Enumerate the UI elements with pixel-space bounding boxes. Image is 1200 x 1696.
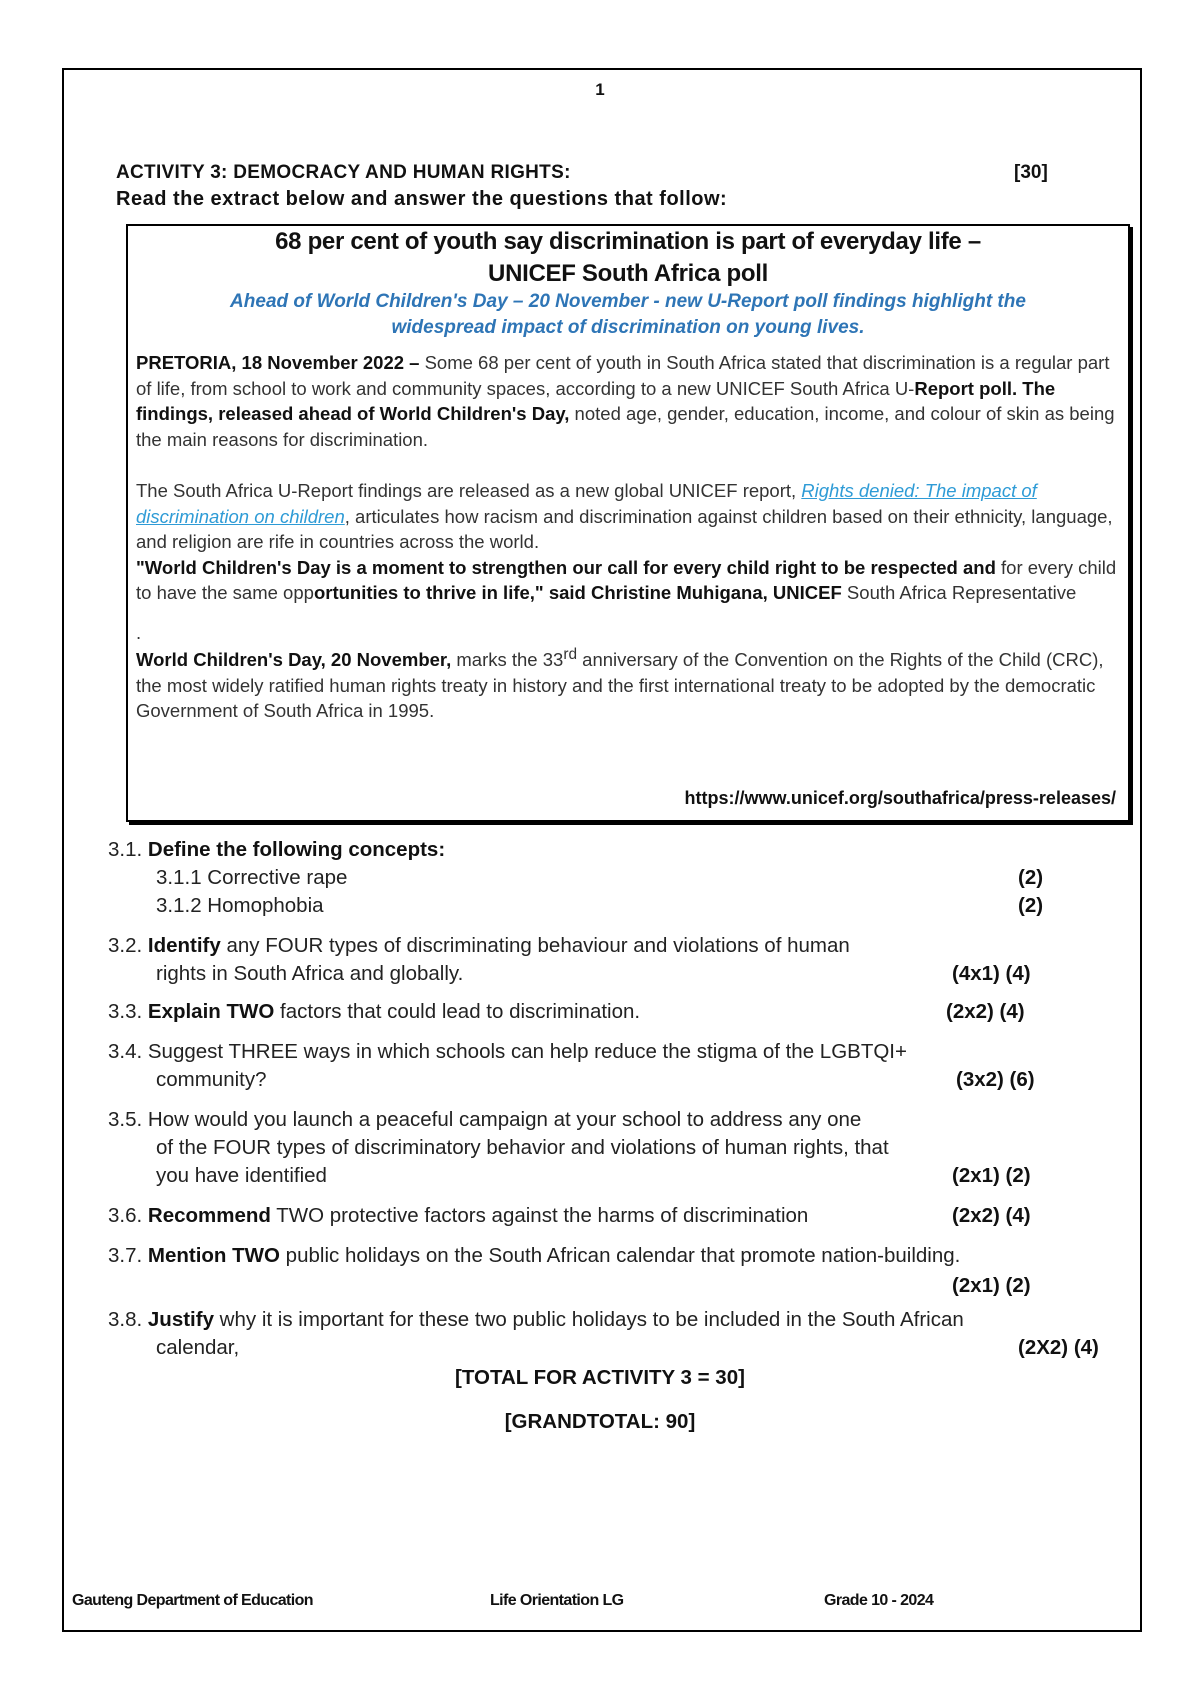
paragraph-dot: . xyxy=(136,622,142,643)
question-3-4-line-2: community? xyxy=(156,1068,267,1091)
subhead-line-2: widespread impact of discrimination on young lives. xyxy=(391,317,865,338)
paragraph-text: , articulates how racism and discrimination against children based on their ethnicity, language, and religion are rife in countries across the world. xyxy=(136,505,1113,552)
question-number: 3.2. xyxy=(108,934,148,957)
question-3-2 xyxy=(108,932,850,960)
question-3-5: 3.5. How would you launch a peaceful campaign at your school to address any one xyxy=(108,1108,862,1131)
question-number: 3.6. xyxy=(108,1204,148,1227)
question-text: factors that could lead to discrimination. xyxy=(274,1000,641,1023)
question-text: public holidays on the South African calendar that promote nation-building. xyxy=(279,1244,961,1267)
headline-line-2: UNICEF South Africa poll xyxy=(488,260,768,287)
activity-title: ACTIVITY 3: DEMOCRACY AND HUMAN RIGHTS: xyxy=(116,162,571,183)
paragraph-text: for every child to have the same opp xyxy=(136,556,1117,603)
paragraph-report xyxy=(136,478,1118,606)
question-bold: Explain TWO xyxy=(147,1000,275,1023)
question-number: 3.3. xyxy=(108,1000,148,1023)
paragraph-text: Some 68 per cent of youth in South Africa stated that discrimination is a regular part of life, from school to work and community spaces, according to a new UNICEF South Africa U- xyxy=(136,352,1110,399)
grand-total: [GRANDTOTAL: 90] xyxy=(504,1410,696,1433)
question-text: why it is important for these two public holidays to be included in the South African xyxy=(213,1308,964,1331)
marks-3-5: (2x1) (2) xyxy=(952,1164,1031,1187)
paragraph-text: marks the 33 xyxy=(451,649,564,671)
question-3-8 xyxy=(108,1306,964,1334)
instruction: Read the extract below and answer the questions that follow: xyxy=(116,188,728,210)
question-3-3 xyxy=(108,998,640,1026)
activity-marks: [30] xyxy=(1014,162,1048,183)
question-3-4: 3.4. Suggest THREE ways in which schools can help reduce the stigma of the LGBTQI+ xyxy=(108,1040,907,1063)
source-url[interactable]: https://www.unicef.org/southafrica/press-releases/ xyxy=(684,788,1116,808)
headline-line-1: 68 per cent of youth say discrimination is part of everyday life – xyxy=(275,228,981,255)
subhead-line-1: Ahead of World Children's Day – 20 November - new U-Report poll findings highlight the xyxy=(230,291,1026,312)
marks-3-3: (2x2) (4) xyxy=(946,1000,1025,1023)
paragraph-bold: World Children's Day, 20 November, xyxy=(136,649,452,671)
paragraph-text: anniversary of the Convention on the Rights of the Child (CRC), the most widely ratified human rights treaty in history and the first international treaty to be adopted by the democratic Government of South Africa in 1995. xyxy=(136,649,1104,722)
extract-box xyxy=(126,224,1130,822)
question-3-2-line-2: rights in South Africa and globally. xyxy=(156,962,464,985)
question-bold: Recommend xyxy=(147,1204,271,1227)
quote-bold: ortunities to thrive in life," said Christine Muhigana, UNICEF xyxy=(313,582,842,603)
question-3-6 xyxy=(108,1202,808,1230)
quote-bold: "World Children's Day is a moment to strengthen our call for every child right to be respected and xyxy=(136,556,996,578)
paragraph-text: South Africa Representative xyxy=(841,582,1077,603)
question-3-8-line-2: calendar, xyxy=(156,1336,240,1359)
question-3-5-line-2: of the FOUR types of discriminatory behavior and violations of human rights, that xyxy=(156,1136,889,1159)
question-3-1-1: 3.1.1 Corrective rape xyxy=(156,866,348,889)
question-3-1-2: 3.1.2 Homophobia xyxy=(156,894,324,917)
question-3-7 xyxy=(108,1242,960,1270)
marks-3-2: (4x1) (4) xyxy=(952,962,1031,985)
marks-3-8: (2X2) (4) xyxy=(1018,1336,1099,1359)
marks-3-1-2: (2) xyxy=(1018,894,1044,917)
paragraph-text: The South Africa U-Report findings are released as a new global UNICEF report, xyxy=(136,480,802,501)
paragraph-pretoria xyxy=(136,350,1118,452)
page-number: 1 xyxy=(595,80,605,99)
superscript: rd xyxy=(563,646,578,663)
question-bold: Identify xyxy=(147,934,221,957)
question-bold: Mention TWO xyxy=(147,1244,280,1267)
marks-3-1-1: (2) xyxy=(1018,866,1044,889)
question-bold: Define the following concepts: xyxy=(147,838,446,861)
question-number: 3.8. xyxy=(108,1308,148,1331)
report-link[interactable]: Rights denied: The impact of discrimination on children xyxy=(136,480,1037,527)
marks-3-4: (3x2) (6) xyxy=(956,1068,1035,1091)
footer-department: Gauteng Department of Education xyxy=(72,1592,313,1609)
question-text: any FOUR types of discriminating behaviour and violations of human xyxy=(220,934,850,957)
marks-3-7: (2x1) (2) xyxy=(952,1274,1031,1297)
question-number: 3.1. xyxy=(108,838,148,861)
question-3-1 xyxy=(108,836,445,864)
question-text: TWO protective factors against the harms of discrimination xyxy=(270,1204,809,1227)
footer-subject: Life Orientation LG xyxy=(490,1592,624,1609)
question-number: 3.7. xyxy=(108,1244,148,1267)
marks-3-6: (2x2) (4) xyxy=(952,1204,1031,1227)
activity-total: [TOTAL FOR ACTIVITY 3 = 30] xyxy=(455,1366,745,1389)
question-bold: Justify xyxy=(147,1308,214,1331)
paragraph-childrens-day xyxy=(136,642,1118,724)
footer-grade: Grade 10 - 2024 xyxy=(824,1592,934,1609)
paragraph-text: noted age, gender, education, income, and colour of skin as being the main reasons for discrimination. xyxy=(136,403,1115,450)
question-3-5-line-3: you have identified xyxy=(156,1164,327,1187)
paragraph-lead: PRETORIA, 18 November 2022 – xyxy=(136,352,420,373)
paragraph-bold: Report poll. The findings, released ahead of World Children's Day, xyxy=(136,377,1056,424)
